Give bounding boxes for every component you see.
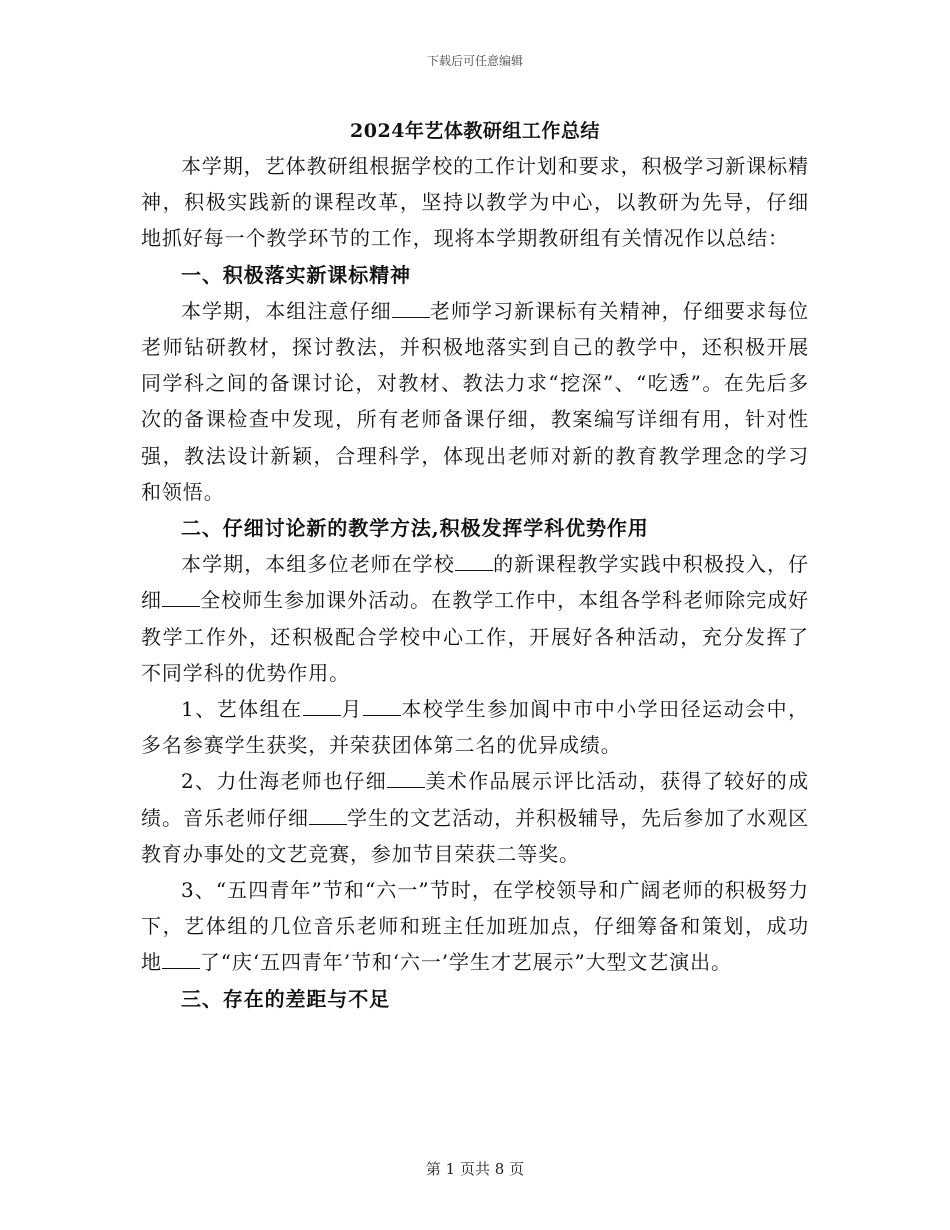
text-segment: 1、艺体组在 [181, 697, 303, 722]
text-segment: 本学期，本组多位老师在学校 [181, 552, 455, 577]
text-segment: 全校师生参加课外活动。在教学工作中，本组各学科老师除完成好教学工作外，还积极配合学校中心工作，开展好各种活动，充分发挥了不同学科的优势作用。 [141, 588, 809, 685]
text-segment: 美术作品展示评比活动，获得了较好的成绩。音乐老师仔细 [141, 769, 810, 830]
page-header-note: 下载后可任意编辑 [426, 54, 523, 68]
blank-underline [392, 316, 430, 318]
blank-underline [387, 786, 425, 788]
document-title: 2024年艺体教研组工作总结 [350, 120, 600, 142]
blank-underline [455, 569, 493, 571]
blank-underline [309, 823, 347, 825]
list-item-2 [141, 763, 809, 872]
text-segment: 本学期，本组注意仔细 [181, 298, 392, 323]
text-segment: 本校学生参加阆中市中小学田径运动会中，多名参赛学生获奖，并荣获团体第二名的优异成绩。 [141, 697, 809, 758]
text-segment: 2、力仕海老师也仔细 [181, 769, 388, 794]
blank-underline [162, 605, 200, 607]
blank-underline [303, 714, 341, 716]
text-segment: 3、“五四青年”节和“六一”节时，在学校领导和广阔老师的积极努力下，艺体组的几位音乐老师和班主任加班加点，仔细筹备和策划，成功地 [141, 878, 809, 975]
intro-paragraph: 本学期，艺体教研组根据学校的工作计划和要求，积极学习新课标精神，积极实践新的课程改革，坚持以教学为中心，以教研为先导，仔细地抓好每一个教学环节的工作，现将本学期教研组有关情况作以总结： [141, 154, 809, 251]
section2-paragraph [141, 546, 809, 691]
text-segment: 学生的文艺活动，并积极辅导，先后参加了水观区教育办事处的文艺竞赛，参加节目荣获二等奖。 [141, 805, 809, 866]
text-segment: 老师学习新课标有关精神，仔细要求每位老师钻研教材，探讨教法，并积极地落实到自己的教学中，还积极开展同学科之间的备课讨论，对教材、教法力求“挖深”、“吃透”。在先后多次的备课检查中发现，所有老师备课仔细，教案编写详细有用，针对性强，教法设计新颖，合理科学，体现出老师对新的教育教学理念的学习和领悟。 [141, 298, 810, 504]
list-item-1 [141, 691, 809, 763]
section1-paragraph [141, 293, 809, 510]
section-heading-1: 一、积极落实新课标精神 [181, 262, 411, 287]
document-body [141, 148, 809, 1017]
blank-underline [363, 714, 401, 716]
blank-underline [162, 967, 200, 969]
section-heading-2: 二、仔细讨论新的教学方法,积极发挥学科优势作用 [181, 516, 649, 541]
list-item-3 [141, 872, 809, 981]
text-segment: 的新课程教学实践中积极投入，仔细 [141, 552, 810, 613]
page-number: 第 1 页共 8 页 [425, 1160, 525, 1178]
text-segment: 月 [340, 697, 363, 722]
text-segment: 了“庆‘五四青年’节和‘六一’学生才艺展示”大型文艺演出。 [199, 950, 732, 975]
section-heading-3: 三、存在的差距与不足 [181, 986, 390, 1011]
